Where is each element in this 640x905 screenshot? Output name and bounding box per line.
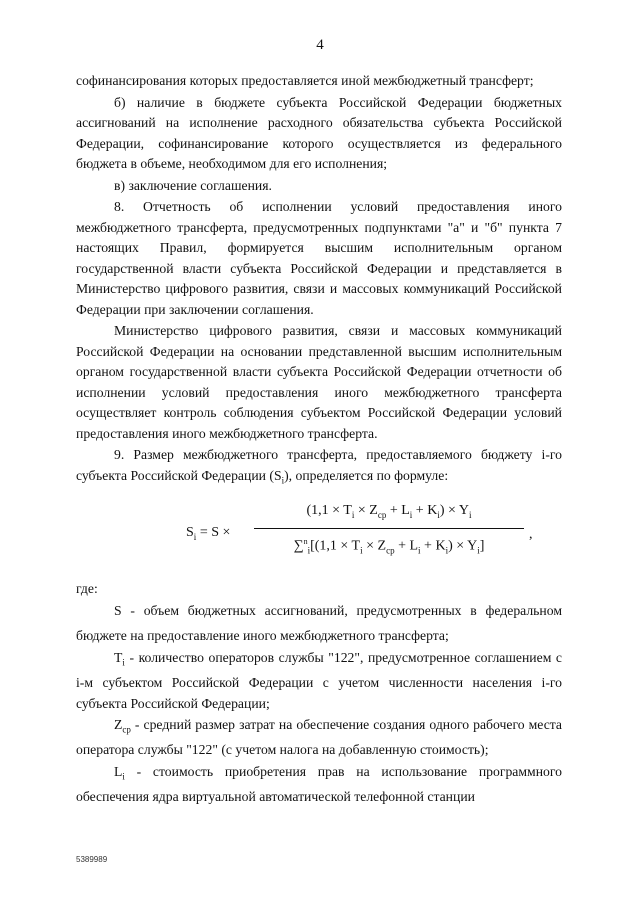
fraction-bar xyxy=(254,528,524,529)
definition-z: $Z_{cp}$ - средний размер затрат на обеспечение создания одного рабочего места оператора службы "122" (с учетом налога на добавленную стоимость); xyxy=(76,717,562,758)
paragraph-continuation: софинансирования которых предоставляется иной межбюджетный трансферт; xyxy=(76,73,534,88)
document-body xyxy=(76,71,562,809)
formula-comma: , xyxy=(529,526,533,542)
formula-numerator: $(1,1 \times T_i \times Z_{cp} + L_i + K_i) \times Y_i$ xyxy=(306,502,472,520)
paragraph-v: в) заключение соглашения. xyxy=(114,177,272,193)
formula xyxy=(76,501,562,569)
paragraph-9: 9. Размер межбюджетного трансферта, предоставляемого бюджету i-го субъекта Российской Федерации $(S_i)$, определяется по формуле: xyxy=(76,447,562,486)
definition-t: $T_i$ - количество операторов службы "122", предусмотренное соглашением с i-м субъектом Российской Федерации с учетом численности населения i-го субъекта Российской Федерации; xyxy=(76,649,562,711)
formula-fraction xyxy=(254,501,524,561)
page-number: 4 xyxy=(316,37,324,53)
document-code: 5389989 xyxy=(76,855,108,864)
subscript: i xyxy=(281,475,285,486)
where-label: где: xyxy=(76,580,98,596)
formula-lhs: $S_i = S$ × xyxy=(186,524,231,542)
definition-s: S - объем бюджетных ассигнований, предусмотренных в федеральном бюджете на предоставление иного межбюджетного трансферта; xyxy=(76,603,562,644)
paragraph-8: 8. Отчетность об исполнении условий предоставления иного межбюджетного трансферта, предусмотренных подпунктами "а" и "б" пункта 7 настоящих Правил, формируется высшим исполнительным органом государственной власти субъекта Российской Федерации и представляется в Министерство цифрового развития, связи и массовых коммуникаций Российской Федерации при заключении соглашения. xyxy=(76,199,562,317)
formula-denominator: $\sum^n_i[(1,1 \times T_i \times Z_{cp} + L_i + K_i) \times Y_i]$ xyxy=(293,537,485,556)
paragraph-ministry: Министерство цифрового развития, связи и массовых коммуникаций Российской Федерации на основании представленной высшим исполнительным органом государственной власти субъекта Российской Федерации отчетности об исполнении условий предоставления иного межбюджетного трансферта осуществляет контроль соблюдения субъектом Российской Федерации условий предоставления иного межбюджетного трансферта. xyxy=(76,323,562,441)
paragraph-b: б) наличие в бюджете субъекта Российской Федерации бюджетных ассигнований на исполнение расходного обязательства субъекта Российской Федерации, софинансирование которого осуществляется из федерального бюджета в объеме, необходимом для его исполнения; xyxy=(76,94,562,171)
definition-l: $L_i$ - стоимость приобретения прав на использование программного обеспечения ядра виртуальной автоматической телефонной станции xyxy=(76,763,562,805)
